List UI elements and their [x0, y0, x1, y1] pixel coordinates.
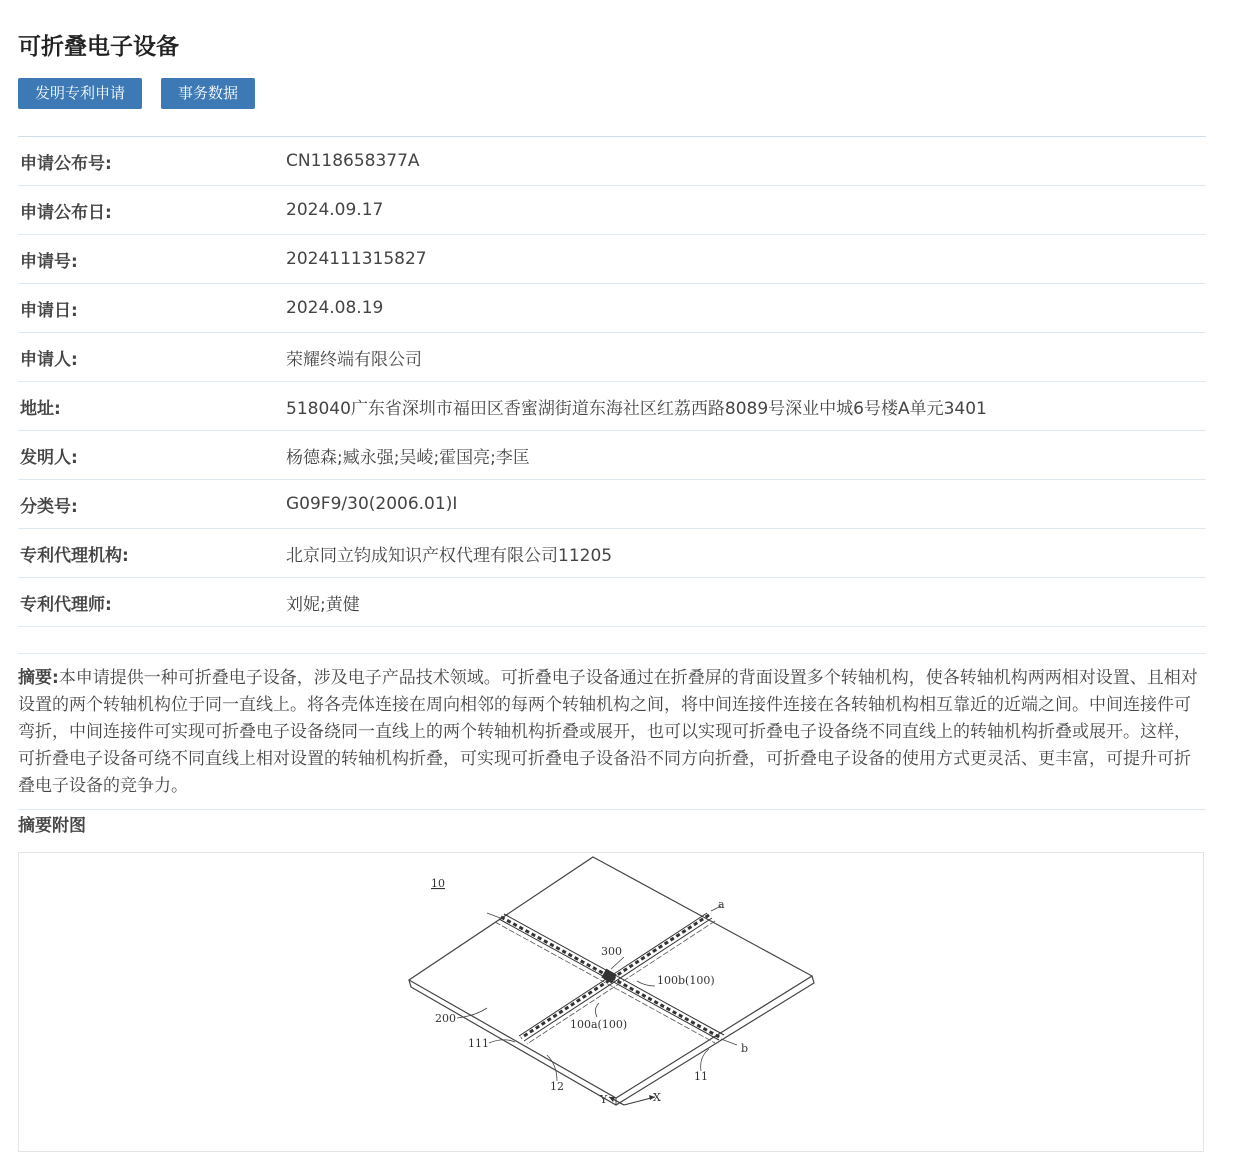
- field-row-application-number: [18, 235, 1206, 284]
- abstract: [18, 665, 1202, 800]
- field-value: 北京同立钧成知识产权代理有限公司11205: [286, 529, 1206, 578]
- abstract-text: 本申请提供一种可折叠电子设备，涉及电子产品技术领域。可折叠电子设备通过在折叠屏的背面设置多个转轴机构，使各转轴机构两两相对设置、且相对设置的两个转轴机构位于同一直线上。将各壳体连接在周向相邻的每两个转轴机构之间，将中间连接件连接在各转轴机构相互靠近的近端之间。中间连接件可弯折，中间连接件可实现可折叠电子设备绕同一直线上的两个转轴机构折叠或展开，也可以实现可折叠电子设备绕不同直线上的转轴机构折叠或展开。这样，可折叠电子设备可绕不同直线上相对设置的转轴机构折叠，可实现可折叠电子设备沿不同方向折叠，可折叠电子设备的使用方式更灵活、更丰富，可提升可折叠电子设备的竞争力。: [18, 668, 1198, 796]
- field-label: 申请公布号:: [18, 137, 286, 186]
- axis-label-x: X: [653, 1091, 661, 1104]
- leader-line: [595, 1003, 599, 1017]
- field-value: 2024.09.17: [286, 186, 1206, 235]
- field-label: 申请日:: [18, 284, 286, 333]
- tab-bar: [18, 78, 274, 109]
- leader-line: [637, 981, 655, 986]
- field-row-application-date: [18, 284, 1206, 333]
- ref-300: 300: [601, 945, 622, 958]
- ref-12: 12: [550, 1080, 564, 1093]
- field-value: 荣耀终端有限公司: [286, 333, 1206, 382]
- field-row-address: [18, 382, 1206, 431]
- ref-100b: 100b(100): [657, 974, 715, 987]
- field-label: 分类号:: [18, 480, 286, 529]
- leader-line: [611, 957, 624, 969]
- field-value: CN118658377A: [286, 137, 1206, 186]
- ref-11: 11: [694, 1070, 708, 1083]
- field-label: 专利代理师:: [18, 578, 286, 627]
- field-row-publication-date: [18, 186, 1206, 235]
- axis-label-y: Y: [600, 1093, 608, 1106]
- field-label: 发明人:: [18, 431, 286, 480]
- abstract-figure-title: 摘要附图: [18, 816, 86, 836]
- tab-invention-application[interactable]: 发明专利申请: [18, 78, 142, 109]
- ref-200: 200: [435, 1012, 456, 1025]
- field-row-classification: [18, 480, 1206, 529]
- field-row-applicant: [18, 333, 1206, 382]
- field-label: 地址:: [18, 382, 286, 431]
- field-label: 专利代理机构:: [18, 529, 286, 578]
- abstract-figure: [18, 852, 1204, 1152]
- field-label: 申请人:: [18, 333, 286, 382]
- ref-10: 10: [431, 877, 445, 890]
- field-label: 申请号:: [18, 235, 286, 284]
- leader-line: [721, 1039, 737, 1045]
- field-row-agency: [18, 529, 1206, 578]
- field-row-inventors: [18, 431, 1206, 480]
- abstract-divider: [18, 653, 1206, 654]
- ref-a: a: [718, 898, 725, 911]
- abstract-label: 摘要:: [18, 668, 59, 688]
- field-value: 518040广东省深圳市福田区香蜜湖街道东海社区红荔西路8089号深业中城6号楼A单元3401: [286, 382, 1206, 431]
- page-title: 可折叠电子设备: [18, 34, 179, 60]
- field-value: 2024.08.19: [286, 284, 1206, 333]
- ref-100a: 100a(100): [570, 1018, 628, 1031]
- figure-divider: [18, 809, 1206, 810]
- tab-transaction-data[interactable]: 事务数据: [161, 78, 255, 109]
- ref-b: b: [741, 1042, 749, 1055]
- patent-drawing: [19, 853, 1204, 1152]
- field-row-agent: [18, 578, 1206, 627]
- field-value: 杨德森;臧永强;吴崚;霍国亮;李匡: [286, 431, 1206, 480]
- patent-info-table: [18, 136, 1206, 627]
- ref-111: 111: [468, 1037, 489, 1050]
- field-value: 刘妮;黄健: [286, 578, 1206, 627]
- field-row-publication-number: [18, 137, 1206, 186]
- field-value: G09F9/30(2006.01)I: [286, 480, 1206, 529]
- field-label: 申请公布日:: [18, 186, 286, 235]
- leader-line: [489, 1040, 515, 1043]
- field-value: 2024111315827: [286, 235, 1206, 284]
- leader-line: [487, 913, 503, 919]
